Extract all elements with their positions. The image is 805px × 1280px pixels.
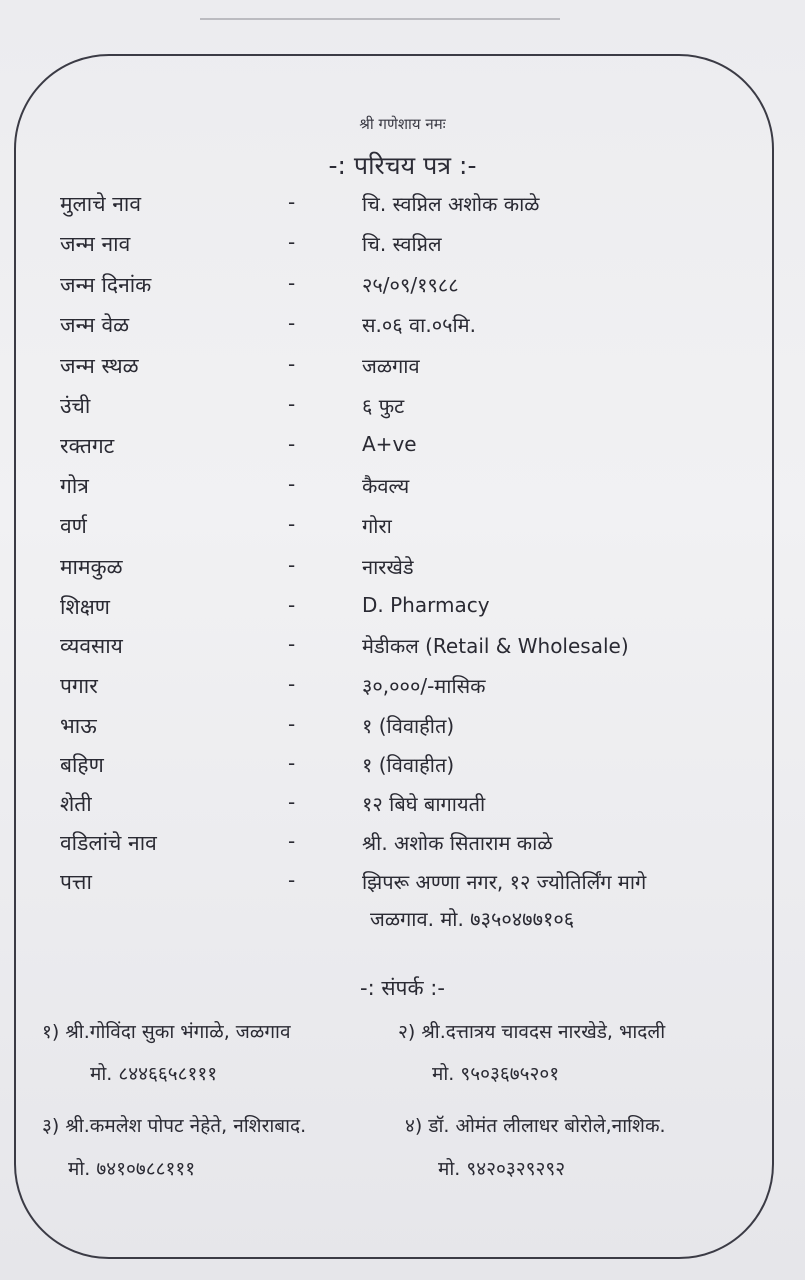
field-row xyxy=(0,392,805,428)
field-label: वर्ण xyxy=(60,514,87,538)
field-value: १२ बिघे बागायती xyxy=(362,792,486,816)
contact-heading: -: संपर्क :- xyxy=(360,976,445,1000)
field-value: १ (विवाहीत) xyxy=(362,714,455,738)
contact-2-name: २) श्री.दत्तात्रय चावदस नारखेडे, भादली xyxy=(398,1021,666,1043)
field-label: जन्म वेळ xyxy=(60,313,130,337)
field-row xyxy=(0,553,805,589)
field-value: स.०६ वा.०५मि. xyxy=(362,313,476,337)
field-label: बहिण xyxy=(60,753,104,777)
field-value: झिपरू अण्णा नगर, १२ ज्योतिर्लिंग मागे xyxy=(362,870,647,894)
field-value: कैवल्य xyxy=(362,474,410,498)
torn-top-edge xyxy=(200,0,560,20)
field-row xyxy=(0,190,805,226)
field-row xyxy=(0,593,805,629)
field-value: मेडीकल (Retail & Wholesale) xyxy=(362,634,629,658)
field-row xyxy=(0,751,805,787)
field-label: मामकुळ xyxy=(60,555,123,579)
field-label: शिक्षण xyxy=(60,595,110,619)
field-separator: - xyxy=(288,868,296,892)
field-row xyxy=(0,868,805,904)
contact-3-name: ३) श्री.कमलेश पोपट नेहेते, नशिराबाद. xyxy=(42,1115,307,1137)
field-row xyxy=(0,432,805,468)
field-label: शेती xyxy=(60,792,92,816)
field-row xyxy=(0,311,805,347)
field-separator: - xyxy=(288,432,296,456)
field-value: १ (विवाहीत) xyxy=(362,753,455,777)
field-value: चि. स्वप्निल अशोक काळे xyxy=(362,192,540,216)
field-row xyxy=(0,829,805,865)
invocation-heading: श्री गणेशाय नमः xyxy=(359,115,446,133)
field-separator: - xyxy=(288,672,296,696)
contact-1-name: १) श्री.गोविंदा सुका भंगाळे, जळगाव xyxy=(42,1021,291,1043)
field-separator: - xyxy=(288,632,296,656)
field-row xyxy=(0,271,805,307)
field-row xyxy=(0,230,805,266)
contact-4-phone: मो. ९४२०३२९२९२ xyxy=(438,1158,566,1180)
field-separator: - xyxy=(288,271,296,295)
field-label: मुलाचे नाव xyxy=(60,192,142,216)
field-row xyxy=(0,352,805,388)
address-line-2: जळगाव. मो. ७३५०४७७१०६ xyxy=(370,907,575,931)
field-label: गोत्र xyxy=(60,474,89,498)
field-separator: - xyxy=(288,512,296,536)
field-label: रक्तगट xyxy=(60,434,115,458)
field-separator: - xyxy=(288,472,296,496)
field-separator: - xyxy=(288,790,296,814)
field-value: D. Pharmacy xyxy=(362,593,490,617)
field-label: जन्म स्थळ xyxy=(60,354,139,378)
field-separator: - xyxy=(288,593,296,617)
field-label: भाऊ xyxy=(60,714,97,738)
field-value: २५/०९/१९८८ xyxy=(362,273,459,297)
field-row xyxy=(0,712,805,748)
field-label: जन्म दिनांक xyxy=(60,273,152,297)
field-value: गोरा xyxy=(362,514,392,538)
field-value: चि. स्वप्निल xyxy=(362,232,442,256)
document-title: -: परिचय पत्र :- xyxy=(328,151,477,180)
contact-4-name: ४) डॉ. ओमंत लीलाधर बोरोले,नाशिक. xyxy=(405,1115,666,1137)
field-separator: - xyxy=(288,190,296,214)
field-value: ३०,०००/-मासिक xyxy=(362,674,486,698)
field-row xyxy=(0,512,805,548)
field-row xyxy=(0,672,805,708)
contact-3-phone: मो. ७४१०७८८१११ xyxy=(68,1158,196,1180)
field-value: A+ve xyxy=(362,432,417,456)
field-label: उंची xyxy=(60,394,91,418)
field-row xyxy=(0,632,805,668)
field-separator: - xyxy=(288,553,296,577)
field-label: व्यवसाय xyxy=(60,634,123,658)
field-value: श्री. अशोक सिताराम काळे xyxy=(362,831,553,855)
field-value: नारखेडे xyxy=(362,555,414,579)
field-separator: - xyxy=(288,352,296,376)
field-label: वडिलांचे नाव xyxy=(60,831,157,855)
field-separator: - xyxy=(288,829,296,853)
field-value: ६ फुट xyxy=(362,394,405,418)
field-separator: - xyxy=(288,230,296,254)
field-separator: - xyxy=(288,392,296,416)
field-separator: - xyxy=(288,311,296,335)
contact-1-phone: मो. ८४४६६५८१११ xyxy=(90,1063,218,1085)
contact-2-phone: मो. ९५०३६७५२०१ xyxy=(432,1063,560,1085)
field-label: जन्म नाव xyxy=(60,232,131,256)
field-separator: - xyxy=(288,712,296,736)
field-separator: - xyxy=(288,751,296,775)
field-row xyxy=(0,472,805,508)
field-value: जळगाव xyxy=(362,354,420,378)
field-label: पत्ता xyxy=(60,870,92,894)
field-label: पगार xyxy=(60,674,98,698)
field-row xyxy=(0,790,805,826)
